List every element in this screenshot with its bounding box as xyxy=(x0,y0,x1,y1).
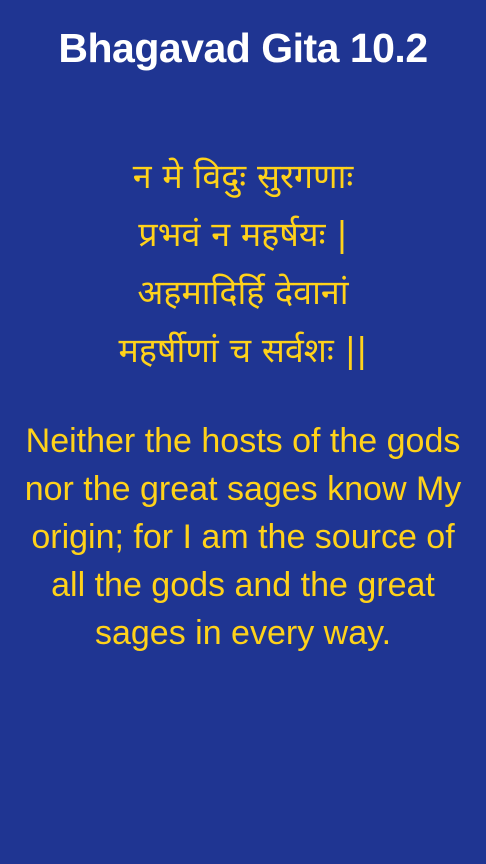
verse-line: महर्षीणां च सर्वशः || xyxy=(118,331,368,371)
english-translation: Neither the hosts of the gods nor the great sages know My origin; for I am the source of all the gods and the great sages in every way. xyxy=(24,422,462,652)
verse-line: प्रभवं न महर्षयः | xyxy=(138,215,348,255)
page-title: Bhagavad Gita 10.2 xyxy=(58,25,428,71)
sanskrit-verse xyxy=(0,148,486,380)
verse-line: न मे विदुः सुरगणाः xyxy=(132,157,354,197)
verse-line: अहमादिर्हि देवानां xyxy=(137,273,349,313)
